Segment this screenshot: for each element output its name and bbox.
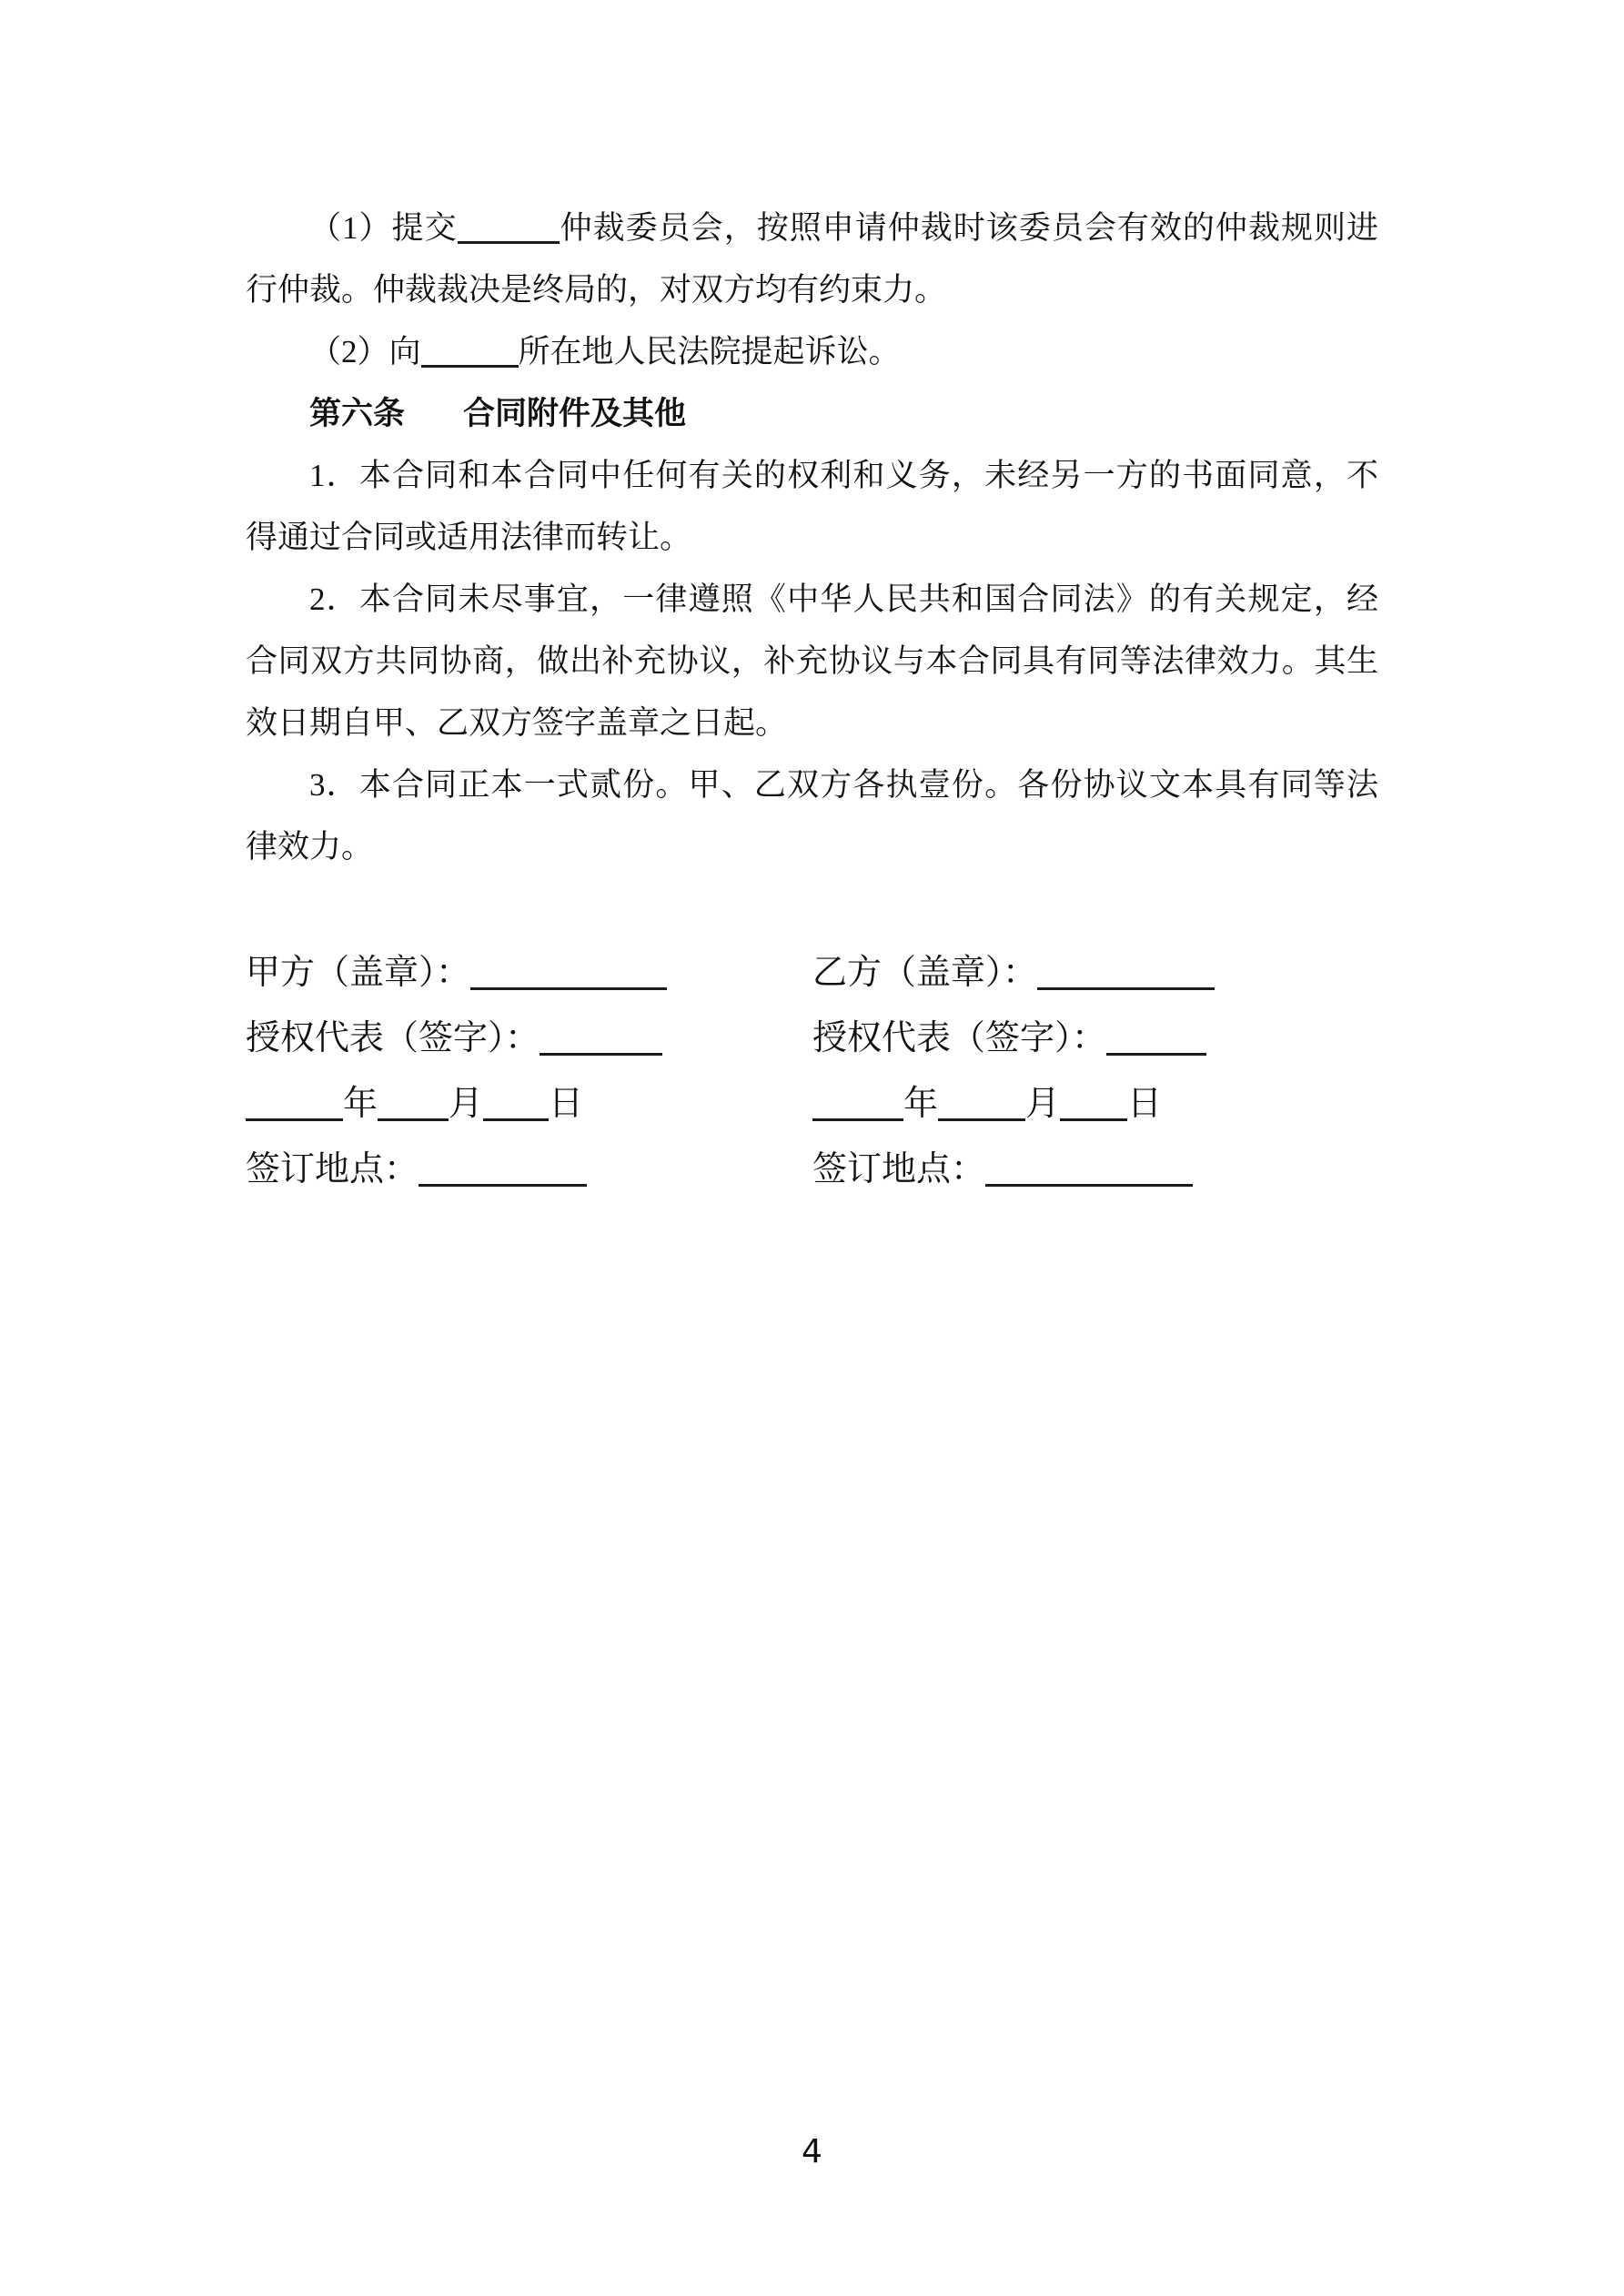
article-6-title: 合同附件及其他 [463,396,687,431]
party-a-year-blank-field [246,1084,343,1121]
party-b-rep-blank-field [1106,1018,1206,1056]
clause-arbitration-line-1 [246,197,1378,259]
contract-body-text [246,197,1378,878]
party-a-seal-cell [246,940,812,1006]
party-a-month-blank-field [378,1084,449,1121]
court-location-blank-field [421,333,519,368]
party-a-place-label: 签订地点： [246,1150,419,1188]
party-a-day-blank-field [483,1084,549,1121]
article-6-item-3-line-1: 3．本合同正本一式贰份。甲、乙双方各执壹份。各份协议文本具有同等法 [309,767,1378,803]
party-a-year-label: 年 [343,1085,378,1123]
article-6-item-1-line-2: 得通过合同或适用法律而转让。 [246,520,692,555]
party-b-seal-cell [812,940,1378,1006]
article-6-heading [246,383,1378,445]
signature-row-representative [246,1006,1378,1071]
party-a-seal-label: 甲方（盖章）： [246,954,471,992]
party-b-place-cell [812,1137,1378,1202]
party-b-year-blank-field [812,1084,903,1121]
clause-arbitration-pre: （1）提交 [309,210,458,246]
party-b-rep-label: 授权代表（签字）： [812,1019,1107,1057]
signature-block [246,940,1378,1202]
article-6-item-3-line-2: 律效力。 [246,829,374,865]
signature-row-place [246,1137,1378,1202]
party-a-place-cell [246,1137,812,1202]
clause-court-line [246,321,1378,383]
party-b-date-cell [812,1071,1378,1137]
party-b-month-label: 月 [1025,1085,1061,1123]
article-6-number: 第六条 [309,396,406,431]
party-b-rep-cell [812,1006,1378,1071]
article-6-item-2-line-2: 合同双方共同协商，做出补充协议，补充协议与本合同具有同等法律效力。其生 [246,643,1378,679]
article-6-item-1-line-1: 1．本合同和本合同中任何有关的权利和义务，未经另一方的书面同意，不 [309,458,1378,493]
signature-row-date [246,1071,1378,1137]
clause-court-pre: （2）向 [309,334,421,369]
party-a-day-label: 日 [549,1085,584,1123]
party-a-seal-blank-field [470,953,667,990]
signature-row-seal [246,940,1378,1006]
party-b-year-label: 年 [903,1085,939,1123]
party-a-place-blank-field [419,1149,587,1187]
clause-court-post: 所在地人民法院提起诉讼。 [518,334,901,369]
party-a-date-cell [246,1071,812,1137]
page-number: 4 [802,2133,822,2170]
article-6-item-2-line-1: 2．本合同未尽事宜，一律遵照《中华人民共和国合同法》的有关规定，经 [309,582,1378,617]
party-b-place-label: 签订地点： [812,1150,986,1188]
party-b-place-blank-field [985,1149,1193,1187]
clause-arbitration-line-2: 行仲裁。仲裁裁决是终局的，对双方均有约束力。 [246,272,947,308]
party-b-seal-blank-field [1037,953,1215,990]
party-a-rep-cell [246,1006,812,1071]
party-b-month-blank-field [938,1084,1025,1121]
party-a-rep-label: 授权代表（签字）： [246,1019,540,1057]
party-b-seal-label: 乙方（盖章）： [812,954,1038,992]
party-b-day-blank-field [1060,1084,1127,1121]
party-a-rep-blank-field [540,1018,662,1056]
arbitration-committee-blank-field [458,209,560,244]
party-a-month-label: 月 [449,1085,484,1123]
party-b-day-label: 日 [1127,1085,1163,1123]
clause-arbitration-post: 仲裁委员会，按照申请仲裁时该委员会有效的仲裁规则进 [559,210,1378,246]
article-6-item-2-line-3: 效日期自甲、乙双方签字盖章之日起。 [246,705,788,741]
